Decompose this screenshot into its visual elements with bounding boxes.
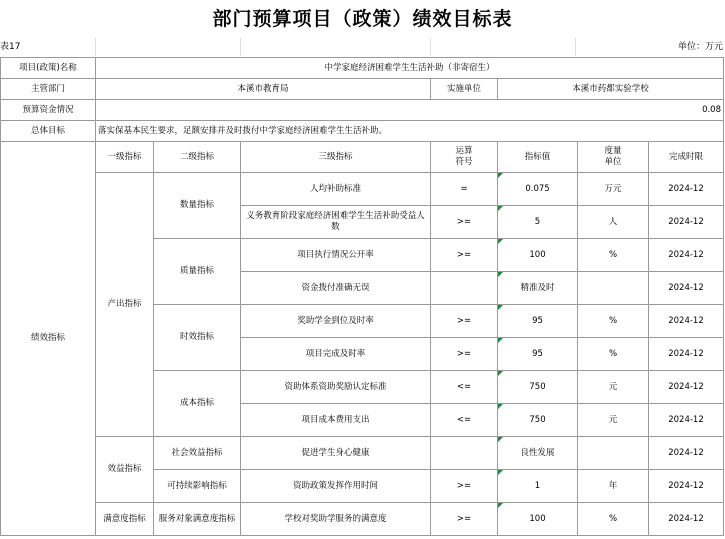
value-cell: 750 bbox=[498, 404, 578, 437]
value-cell: 良性发展 bbox=[498, 437, 578, 470]
table-id: 表17 bbox=[0, 42, 21, 52]
unit-cell: 万元 bbox=[578, 173, 649, 206]
level2-timeliness: 时效指标 bbox=[154, 305, 241, 371]
op-cell: >= bbox=[431, 206, 498, 239]
op-cell bbox=[431, 437, 498, 470]
level3-cell: 人均补助标准 bbox=[241, 173, 431, 206]
time-cell: 2024-12 bbox=[649, 503, 724, 536]
header-row bbox=[1, 142, 724, 173]
goal-text: 落实保基本民生要求，足额安排并及时拨付中学家庭经济困难学生生活补助。 bbox=[96, 121, 724, 142]
level3-cell: 义务教育阶段家庭经济困难学生生活补助受益人数 bbox=[241, 206, 431, 239]
level2-social: 社会效益指标 bbox=[154, 437, 241, 470]
goal-row bbox=[1, 121, 724, 142]
unit-cell: 元 bbox=[578, 371, 649, 404]
level3-cell: 促进学生身心健康 bbox=[241, 437, 431, 470]
op-cell: >= bbox=[431, 338, 498, 371]
unit-cell: % bbox=[578, 338, 649, 371]
time-cell: 2024-12 bbox=[649, 404, 724, 437]
level2-cost: 成本指标 bbox=[154, 371, 241, 437]
level2-sustain: 可持续影响指标 bbox=[154, 470, 241, 503]
value-cell: 5 bbox=[498, 206, 578, 239]
table-row bbox=[1, 173, 724, 206]
time-cell: 2024-12 bbox=[649, 272, 724, 305]
impl-label: 实施单位 bbox=[431, 79, 498, 100]
funds-label: 预算资金情况 bbox=[1, 100, 96, 121]
level3-cell: 资助体系资助奖励认定标准 bbox=[241, 371, 431, 404]
grid-line bbox=[240, 38, 241, 56]
time-cell: 2024-12 bbox=[649, 239, 724, 272]
value-cell: 750 bbox=[498, 371, 578, 404]
header-level2: 二级指标 bbox=[154, 142, 241, 173]
unit-label: 单位：万元 bbox=[677, 42, 723, 52]
unit-cell: % bbox=[578, 503, 649, 536]
level2-quality: 质量指标 bbox=[154, 239, 241, 305]
page-title: 部门预算项目（政策）绩效目标表 bbox=[212, 8, 513, 30]
table-row bbox=[1, 437, 724, 470]
project-label: 项目(政策)名称 bbox=[1, 58, 96, 79]
time-cell: 2024-12 bbox=[649, 437, 724, 470]
time-cell: 2024-12 bbox=[649, 305, 724, 338]
value-cell: 100 bbox=[498, 503, 578, 536]
level3-cell: 资金拨付准确无误 bbox=[241, 272, 431, 305]
time-cell: 2024-12 bbox=[649, 470, 724, 503]
unit-cell bbox=[578, 272, 649, 305]
value-cell: 精准及时 bbox=[498, 272, 578, 305]
level1-output: 产出指标 bbox=[96, 173, 154, 437]
op-cell bbox=[431, 272, 498, 305]
header-time: 完成时限 bbox=[649, 142, 724, 173]
level3-cell: 学校对奖助学服务的满意度 bbox=[241, 503, 431, 536]
unit-cell bbox=[578, 437, 649, 470]
project-row bbox=[1, 58, 724, 79]
funds-row bbox=[1, 100, 724, 121]
value-cell: 100 bbox=[498, 239, 578, 272]
grid-line bbox=[95, 38, 96, 56]
time-cell: 2024-12 bbox=[649, 338, 724, 371]
op-cell: = bbox=[431, 173, 498, 206]
level2-quantity: 数量指标 bbox=[154, 173, 241, 239]
grid-line bbox=[430, 38, 431, 56]
unit-cell: 人 bbox=[578, 206, 649, 239]
header-value: 指标值 bbox=[498, 142, 578, 173]
unit-cell: 年 bbox=[578, 470, 649, 503]
unit-cell: % bbox=[578, 239, 649, 272]
level1-satisfaction: 满意度指标 bbox=[96, 503, 154, 536]
dept-label: 主管部门 bbox=[1, 79, 96, 100]
header-op: 运算 符号 bbox=[431, 142, 498, 173]
op-cell: >= bbox=[431, 305, 498, 338]
time-cell: 2024-12 bbox=[649, 173, 724, 206]
dept-row bbox=[1, 79, 724, 100]
header-unit: 度量 单位 bbox=[578, 142, 649, 173]
funds-value: 0.08 bbox=[96, 100, 724, 121]
dept-name: 本溪市教育局 bbox=[96, 79, 431, 100]
unit-cell: 元 bbox=[578, 404, 649, 437]
value-cell: 95 bbox=[498, 305, 578, 338]
project-name: 中学家庭经济困难学生生活补助（非寄宿生） bbox=[96, 58, 724, 79]
header-level1: 一级指标 bbox=[96, 142, 154, 173]
level1-benefit: 效益指标 bbox=[96, 437, 154, 503]
impl-name: 本溪市药都实验学校 bbox=[498, 79, 724, 100]
header-level3: 三级指标 bbox=[241, 142, 431, 173]
unit-cell: % bbox=[578, 305, 649, 338]
op-cell: <= bbox=[431, 404, 498, 437]
op-cell: >= bbox=[431, 470, 498, 503]
level3-cell: 项目成本费用支出 bbox=[241, 404, 431, 437]
level3-cell: 奖助学金到位及时率 bbox=[241, 305, 431, 338]
level2-service: 服务对象满意度指标 bbox=[154, 503, 241, 536]
op-cell: >= bbox=[431, 239, 498, 272]
table-row bbox=[1, 503, 724, 536]
level3-cell: 项目完成及时率 bbox=[241, 338, 431, 371]
value-cell: 1 bbox=[498, 470, 578, 503]
level3-cell: 项目执行情况公开率 bbox=[241, 239, 431, 272]
time-cell: 2024-12 bbox=[649, 371, 724, 404]
value-cell: 0.075 bbox=[498, 173, 578, 206]
goal-label: 总体目标 bbox=[1, 121, 96, 142]
performance-table bbox=[0, 57, 724, 536]
value-cell: 95 bbox=[498, 338, 578, 371]
time-cell: 2024-12 bbox=[649, 206, 724, 239]
perf-label: 绩效指标 bbox=[1, 142, 96, 536]
op-cell: <= bbox=[431, 371, 498, 404]
grid-line bbox=[575, 38, 576, 56]
op-cell: >= bbox=[431, 503, 498, 536]
level3-cell: 资助政策发挥作用时间 bbox=[241, 470, 431, 503]
